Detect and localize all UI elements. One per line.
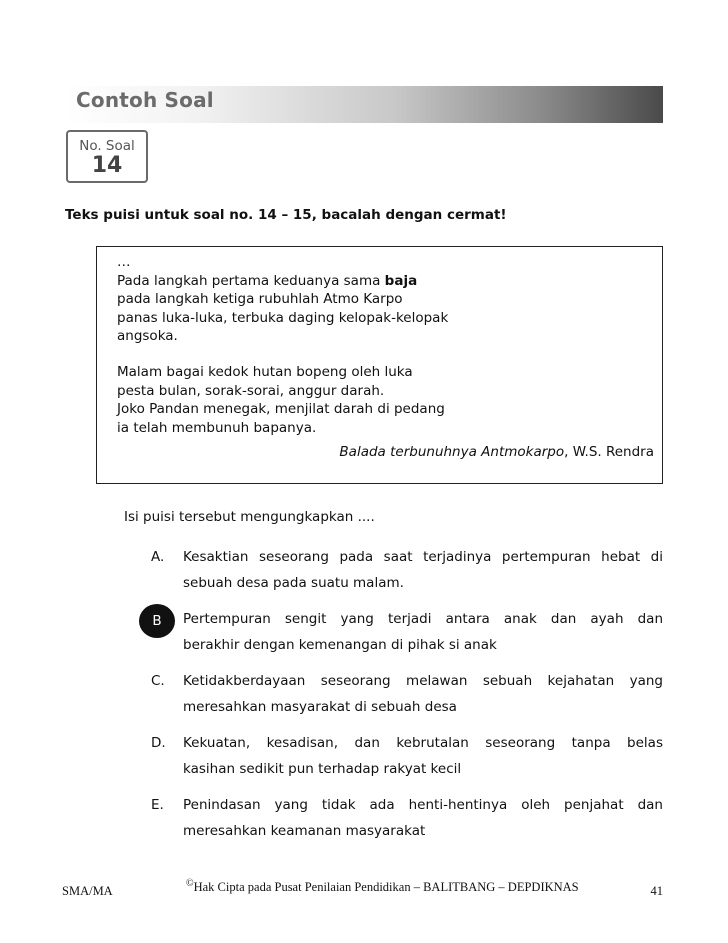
poem-line: Malam bagai kedok hutan bopeng oleh luka [117, 363, 413, 380]
question-text: Isi puisi tersebut mengungkapkan .... [124, 509, 375, 525]
poem-line: ia telah membunuh bapanya. [117, 419, 317, 436]
option-letter: E. [151, 797, 164, 813]
footer-level: SMA/MA [62, 884, 113, 898]
option-text: meresahkan keamanan masyarakat [183, 823, 426, 839]
correct-answer-marker: B [139, 604, 175, 638]
option-letter: D. [151, 735, 166, 751]
option-text: meresahkan masyarakat di sebuah desa [183, 699, 457, 715]
option-text: Ketidakberdayaan seseorang melawan sebuah kejahatan yang [183, 673, 663, 689]
option-letter: C. [151, 673, 165, 689]
page-number: 41 [650, 884, 663, 898]
answer-option-e [148, 792, 663, 844]
option-text: sebuah desa pada suatu malam. [183, 575, 404, 591]
question-number-label: No. Soal [79, 138, 135, 154]
poem-line: pada langkah ketiga rubuhlah Atmo Karpo [117, 291, 403, 308]
poem-line: Joko Pandan menegak, menjilat darah di pedang [117, 401, 445, 418]
poem-attribution [339, 444, 654, 460]
answer-options [148, 544, 663, 854]
option-text: berakhir dengan kemenangan di pihak si anak [183, 637, 497, 653]
answer-option-d [148, 730, 663, 782]
option-text: kasihan sedikit pun terhadap rakyat kecil [183, 761, 462, 777]
option-text: Pertempuran sengit yang terjadi antara anak dan ayah dan [183, 611, 663, 627]
poem-title: Balada terbunuhnya Antmokarpo [339, 444, 565, 460]
poem-bold-word: baja [384, 272, 418, 289]
answer-option-a [148, 544, 663, 596]
instruction-text: Teks puisi untuk soal no. 14 – 15, bacalah dengan cermat! [65, 207, 507, 223]
footer-copyright: ©Hak Cipta pada Pusat Penilaian Pendidikan – BALITBANG – DEPDIKNAS [186, 878, 579, 895]
section-title: Contoh Soal [76, 88, 214, 112]
copyright-symbol: © [186, 878, 194, 889]
answer-option-b [148, 606, 663, 658]
poem-line: panas luka-luka, terbuka daging kelopak-kelopak [117, 309, 449, 326]
option-text: Kekuatan, kesadisan, dan kebrutalan seseorang tanpa belas [183, 735, 663, 751]
poem-line: pesta bulan, sorak-sorai, anggur darah. [117, 382, 385, 399]
answer-option-c [148, 668, 663, 720]
poem-author: , W.S. Rendra [564, 444, 654, 460]
question-number-box [66, 130, 148, 183]
poem-line: angsoka. [117, 328, 178, 345]
poem-line: Pada langkah pertama keduanya sama baja [117, 272, 418, 289]
option-letter: A. [151, 549, 165, 565]
option-text: Penindasan yang tidak ada henti-hentinya oleh penjahat dan [183, 797, 663, 813]
poem-text [117, 253, 448, 437]
option-text: Kesaktian seseorang pada saat terjadinya pertempuran hebat di [183, 549, 663, 565]
poem-ellipsis: … [117, 254, 131, 270]
question-number: 14 [91, 153, 123, 178]
